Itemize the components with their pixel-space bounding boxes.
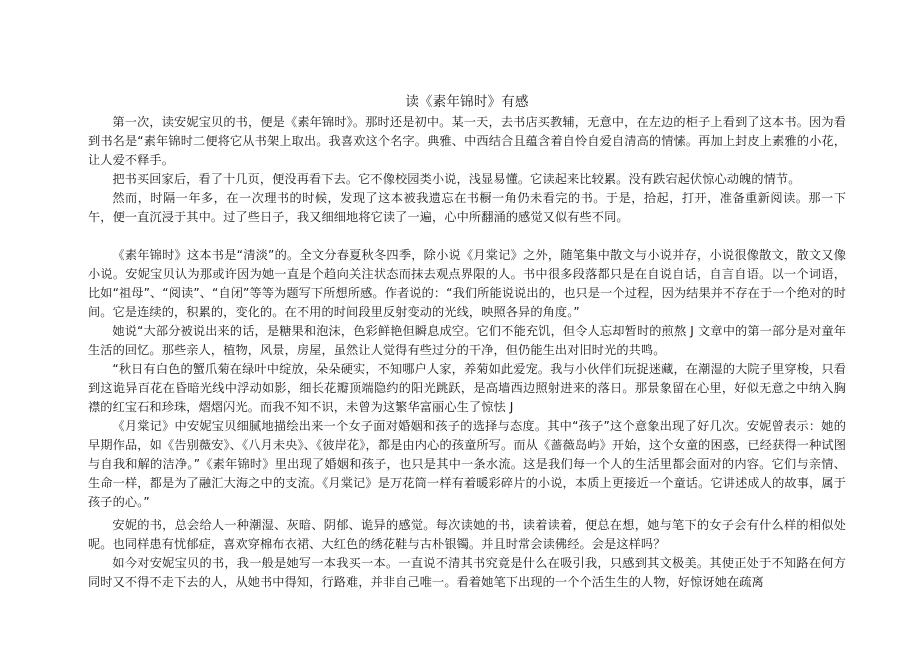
document-title: 读《素年锦时》有感 xyxy=(405,94,529,110)
document-page xyxy=(88,92,846,592)
paragraph-3: 然而，时隔一年多，在一次理书的时候，发现了这本被我遗忘在书橱一角仍未看完的书。于是，拾起，打开，准备重新阅读。那一下午，便一直沉浸于其中。过了些日子，我又细细地将它读了一遍，心中所翻涌的感觉又似有些不同。 xyxy=(88,191,846,224)
paragraph-4: 《素年锦时》这本书是“清淡”的。全文分春夏秋冬四季，除小说《月棠记》之外，随笔集中散文与小说并存，小说很像散文，散文又像小说。安妮宝贝认为那或许因为她一直是个趋向关注状态而抹去观点界限的人。书中很多段落都只是在自说自话，自言自语。以一个词语，比如“祖母”、“阅读”、“自闭”等等为题写下所想所感。作者说的：“我们所能说说出的，也只是一个过程，因为结果并不存在于一个绝对的时间。它是连续的，积累的，变化的。在不用的时间段里反射变动的光线，映照各异的角度。” xyxy=(88,248,846,319)
paragraph-9: 如今对安妮宝贝的书，我一般是她写一本我买一本。一直说不清其书究竟是什么在吸引我，只感到其文极美。其使正处于不知路在何方同时又不得不走下去的人，从她书中得知，行路难，并非自己唯一。看着她笔下出现的一个个活生生的人物，好惊讶她在疏离 xyxy=(88,556,846,589)
paragraph-6: “秋日有白色的蟹爪菊在绿叶中绽放，朵朵硬实，不知哪户人家，养菊如此爱宠。我与小伙伴们玩捉迷藏，在潮湿的大院子里穿梭，只看到这诡异百花在昏暗光线中浮动如影，细长花瓣顶端隐约的阳光跳跃，是高墙西边照射进来的落日。那景象留在心里，好似无意之中纳入胸襟的红宝石和珍珠，熠熠闪光。而我不知不识，未曾为这繁华富丽心生了惊怯 J xyxy=(88,362,846,414)
paragraph-7: 《月棠记》中安妮宝贝细腻地描绘出来一个女子面对婚姻和孩子的选择与态度。其中“孩子”这个意象出现了好几次。安妮曾表示：她的早期作品，如《告别薇安》、《八月未央》、《彼岸花》，都是由内心的孩童所写。而从《蔷薇岛屿》开始，这个女童的困惑，已经获得一种试图与自我和解的洁净。”《素年锦时》里出现了婚姻和孩子，也只是其中一条水流。这是我们每一个人的生活里都会面对的内容。它们与亲情、生命一样，都是为了融汇大海之中的支流。《月棠记》是万花筒一样有着暖彩碎片的小说，本质上更接近一个童话。它讲述成人的故事，属于孩子的心。” xyxy=(88,419,846,509)
paragraph-2: 把书买回家后，看了十几页，便没再看下去。它不像校园类小说，浅显易懂。它读起来比较累。没有跌宕起伏惊心动魄的情节。 xyxy=(112,172,801,186)
paragraph-5: 她说“大部分被说出来的话，是糖果和泡沫，色彩鲜艳但瞬息成空。它们不能充饥，但令人忘却暂时的煎熬 J 文章中的第一部分是对童年生活的回忆。那些亲人，植物，风景，房屋，虽然让人觉得有些过分的干净，但仍能生出对旧时光的共鸣。 xyxy=(88,324,846,357)
paragraph-8: 安妮的书，总会给人一种潮湿、灰暗、阴郁、诡异的感觉。每次读她的书，读着读着，便总在想，她与笔下的女子会有什么样的相似处呢。也同样患有忧郁症，喜欢穿棉布衣裙、大红色的绣花鞋与古朴银镯。并且时常会读佛经。会是这样吗？ xyxy=(88,518,846,551)
section-gap xyxy=(88,227,846,246)
paragraph-1: 第一次，读安妮宝贝的书，便是《素年锦时》。那时还是初中。某一天，去书店买教辅，无意中，在左边的柜子上看到了这本书。因为看到书名是“素年锦时二便将它从书架上取出。我喜欢这个名字。典雅、中西结合且蕴含着自怜自爱自清高的情愫。再加上封皮上素雅的小花，让人爱不释手。 xyxy=(88,115,846,167)
